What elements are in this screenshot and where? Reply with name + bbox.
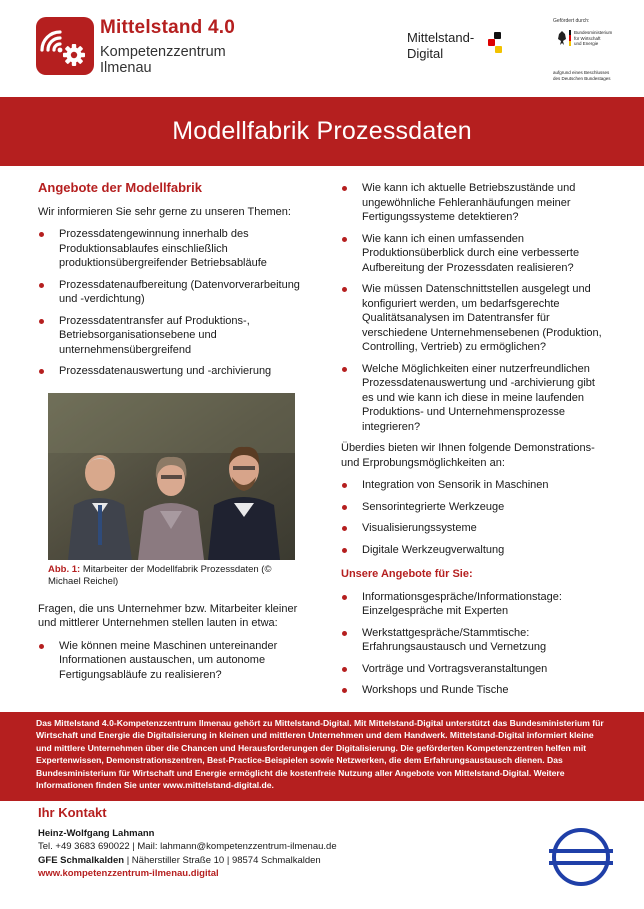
photo-caption [48,564,298,588]
md-logo-line1: Mittelstand- [407,30,475,45]
bundestag-line1: aufgrund eines Beschlusses [553,70,610,75]
list-item: Informationsgespräche/Informationstage: Einzelgespräche mit Experten [341,590,609,619]
list-item: Prozessdatengewinnung innerhalb des Produktionsablaufes einschließlich produktionsübergreifender Betriebsabläufe [38,227,306,271]
list-item: Digitale Werkzeugverwaltung [341,543,609,558]
list-item: Wie müssen Datenschnittstellen ausgelegt und konfiguriert werden, um bedarfsgerechte Qualitätsanalysen im Datentransfer für verschiedene Unternehmensebenen (Produktion, Controlling, Vertrieb) zu ermöglichen? [341,282,609,355]
funding-info-block [0,712,644,801]
md-logo-line2: Digital [407,46,444,61]
ministry-name [574,30,612,47]
federal-eagle-icon [557,30,567,46]
bmwi-logo [553,18,638,81]
ministry-line2: für Wirtschaft [574,35,601,41]
funding-info-text: Das Mittelstand 4.0-Kompetenzzentrum Ilmenau gehört zu Mittelstand-Digital. Mit Mittelstand-Digital unterstützt das Bundesministerium für Wirtschaft und Energie die Digitalisierung in kleinen und mittleren Unternehmen und dem Handwerk. Mittelstand-Digital informiert kleine und mittlere Unternehmen über die Chancen und Herausforderungen der Digitalisierung. Die geförderten Kompetenzzentren helfen mit Expertenwissen, Demonstrationszentren, Best-Practice-Beispielen sowie Netzwerken, die dem Erfahrungsaustausch dienen. Das Bundesministerium für Wirtschaft und Energie ermöglicht die kostenfreie Nutzung aller Angebote von Mittelstand-Digital. Weitere Informationen finden Sie unter www.mittelstand-digital.de. [36,718,604,791]
list-item: Wie können meine Maschinen untereinander Informationen austauschen, um autonome Fertigungsabläufe zu realisieren? [38,639,306,683]
list-item: Wie kann ich aktuelle Betriebszustände und ungewöhnliche Fehleranhäufungen meiner Fertigungssysteme detektieren? [341,181,609,225]
list-item: Workshops und Runde Tische [341,683,609,698]
demos-list [341,478,609,557]
questions-list-right [341,181,609,434]
contact-phone-mail[interactable]: Tel. +49 3683 690022 | Mail: lahmann@kompetenzzentrum-ilmenau.de [38,841,337,852]
caption-text: Mitarbeiter der Modellfabrik Prozessdaten (© Michael Reichel) [48,563,272,587]
team-photo [48,393,295,560]
contact-address [38,854,518,868]
list-item: Werkstattgespräche/Stammtische: Erfahrungsaustausch und Vernetzung [341,626,609,655]
bundestag-line2: des Deutschen Bundestages [553,75,611,81]
flag-stripes-icon [569,30,571,46]
contact-address-street: | Näherstiller Straße 10 | 98574 Schmalkalden [124,854,321,866]
contact-heading: Ihr Kontakt [38,805,107,820]
list-item: Visualisierungssysteme [341,521,609,536]
questions-intro: Fragen, die uns Unternehmer bzw. Mitarbeiter kleiner und mittlerer Unternehmen stellen lauten in etwa: [38,602,298,629]
list-item: Prozessdatenauswertung und -archivierung [38,364,306,379]
list-item: Wie kann ich einen umfassenden Produktionsüberblick durch eine verbesserte Aufbereitung der Prozessdaten realisieren? [341,232,609,276]
contact-name: Heinz-Wolfgang Lahmann [38,827,155,839]
list-item: Welche Möglichkeiten einer nutzerfreundlichen Prozessdatenauswertung und -archivierung gibt es und wie kann ich diese in meine laufenden Produktions- und Unternehmensprozesse integrieren? [341,362,609,435]
kompetenzzentrum-logo [36,17,94,75]
ministry-line3: und Energie [574,41,599,46]
list-item: Integration von Sensorik in Maschinen [341,478,609,493]
contact-website-link[interactable]: www.kompetenzzentrum-ilmenau.digital [38,868,219,879]
list-item: Sensorintegrierte Werkzeuge [341,500,609,515]
wifi-gear-icon [36,17,94,75]
questions-list-left [38,639,306,683]
list-item: Prozessdatenaufbereitung (Datenvorverarbeitung und -verdichtung) [38,278,306,307]
german-flag-icon [486,32,504,54]
offers-model-factory-heading: Angebote der Modellfabrik [38,180,202,195]
kompetenzzentrum-subtitle: Kompetenzzentrum [100,44,226,60]
eu-program-logo-icon [549,825,613,889]
list-item: Prozessdatentransfer auf Produktions-, Betriebsorganisationsebene und unternehmensübergreifend [38,314,306,358]
kompetenzzentrum-location: Ilmenau [100,60,152,76]
topics-intro: Wir informieren Sie sehr gerne zu unseren Themen: [38,205,291,218]
mittelstand-digital-logo [407,30,474,62]
contact-block [38,806,518,881]
caption-label: Abb. 1: [48,563,81,575]
contact-address-org: GFE Schmalkalden [38,854,125,866]
bundestag-note [553,70,611,81]
funding-note: Gefördert durch: [553,18,590,24]
kompetenzzentrum-title: Mittelstand 4.0 [100,17,235,38]
demo-intro: Überdies bieten wir Ihnen folgende Demonstrations- und Erprobungsmöglichkeiten an: [341,442,595,469]
topics-list [38,227,306,379]
right-column [341,181,609,705]
left-column [38,181,306,689]
ministry-line1: Bundesministerium [574,30,613,35]
title-bar [0,97,644,166]
page-title: Modellfabrik Prozessdaten [172,117,472,145]
offers-list [341,590,609,698]
header [0,0,644,97]
our-offers-heading: Unsere Angebote für Sie: [341,568,473,580]
list-item: Vorträge und Vortragsveranstaltungen [341,662,609,677]
